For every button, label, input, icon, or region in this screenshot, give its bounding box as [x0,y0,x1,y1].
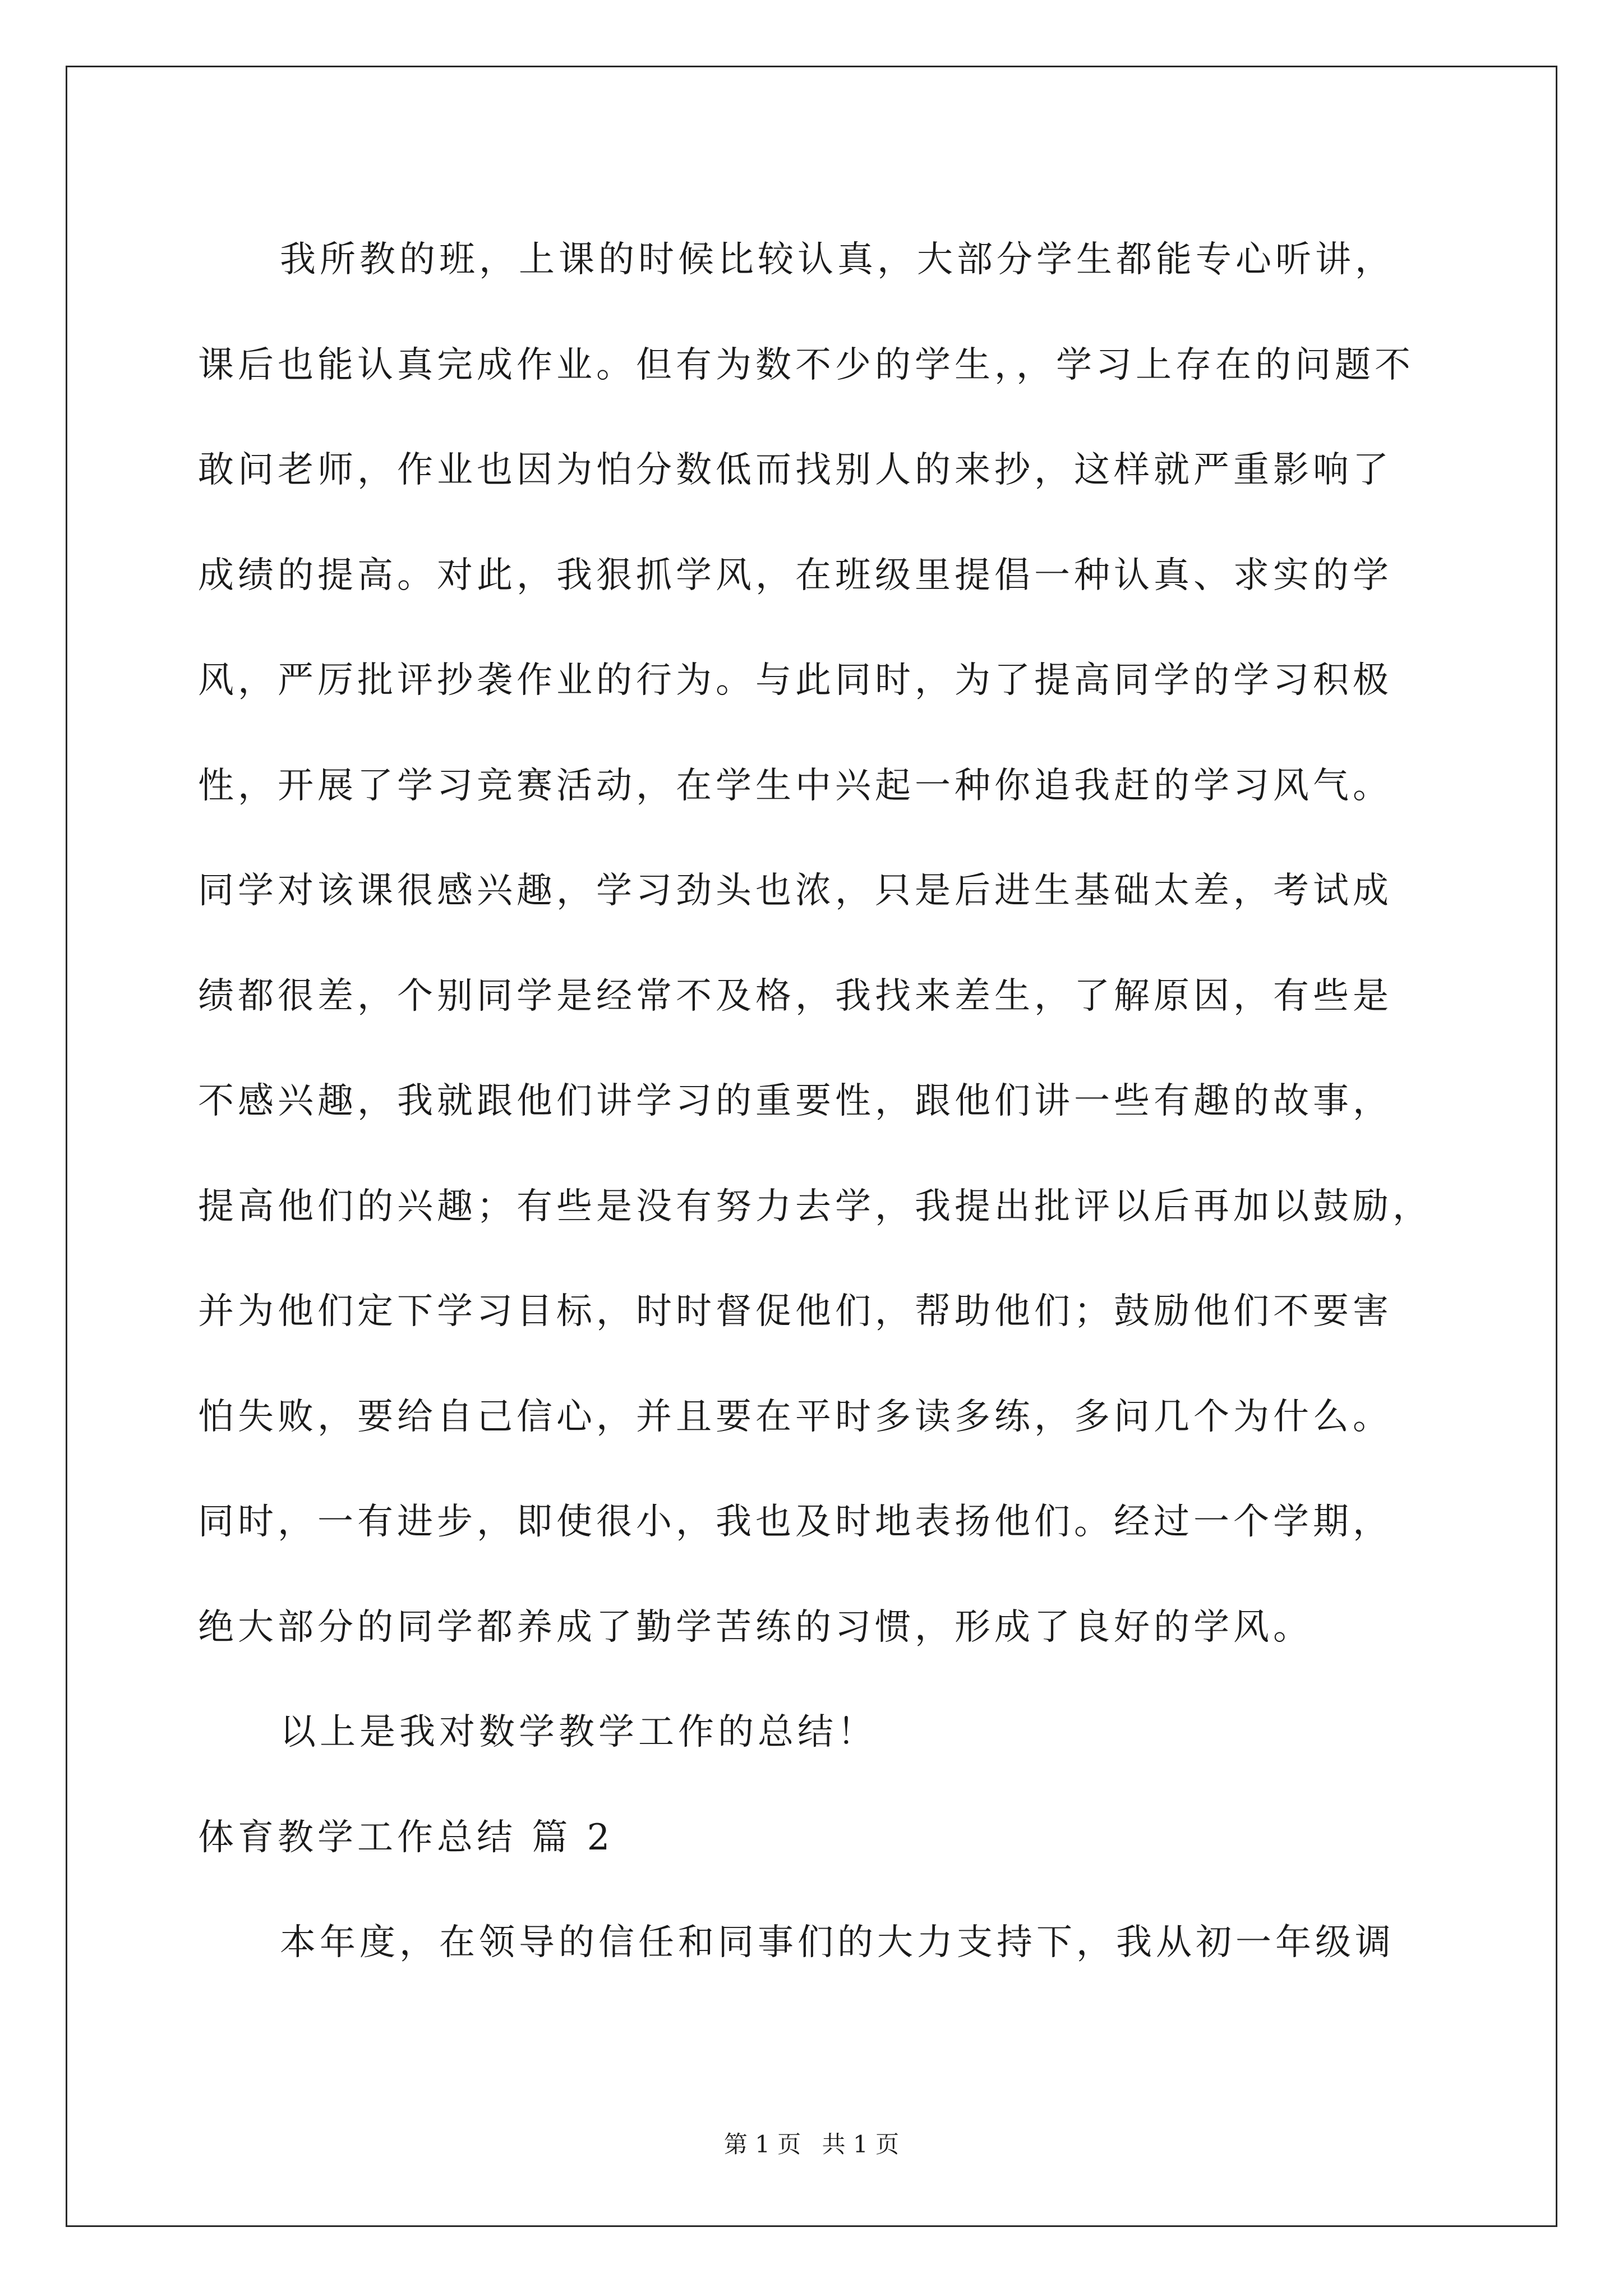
paragraph-line: 绝大部分的同学都养成了勤学苦练的习惯，形成了良好的学风。 [198,1606,1313,1648]
document-body [198,208,1443,1996]
paragraph-line: 提高他们的兴趣；有些是没有努力去学，我提出批评以后再加以鼓励， [198,1185,1432,1227]
paragraph-line: 本年度，在领导的信任和同事们的大力支持下，我从初一年级调 [280,1922,1395,1963]
paragraph-line: 怕失败，要给自己信心，并且要在平时多读多练，多问几个为什么。 [198,1396,1393,1438]
page-footer [0,2126,1623,2160]
paragraph-line: 并为他们定下学习目标，时时督促他们，帮助他们；鼓励他们不要害 [198,1291,1393,1332]
page-total: 共 1 页 [822,2131,900,2158]
paragraph-line: 绩都很差，个别同学是经常不及格，我找来差生，了解原因，有些是 [198,975,1393,1017]
paragraph-line: 性，开展了学习竞赛活动，在学生中兴起一种你追我赶的学习风气。 [198,765,1393,807]
paragraph-line: 我所教的班，上课的时候比较认真，大部分学生都能专心听讲， [280,239,1395,280]
paragraph-line: 不感兴趣，我就跟他们讲学习的重要性，跟他们讲一些有趣的故事， [198,1080,1393,1122]
page-number: 第 1 页 [723,2131,801,2158]
section-heading: 体育教学工作总结 篇 2 [198,1816,614,1858]
paragraph-line: 风，严厉批评抄袭作业的行为。与此同时，为了提高同学的学习积极 [198,660,1393,701]
paragraph-line: 敢问老师，作业也因为怕分数低而找别人的来抄，这样就严重影响了 [198,449,1393,491]
paragraph-line: 成绩的提高。对此，我狠抓学风，在班级里提倡一种认真、求实的学 [198,554,1393,596]
paragraph-line: 课后也能认真完成作业。但有为数不少的学生，，学习上存在的问题不 [198,344,1414,386]
paragraph-line: 同时，一有进步，即使很小，我也及时地表扬他们。经过一个学期， [198,1501,1393,1543]
paragraph-line: 同学对该课很感兴趣，学习劲头也浓，只是后进生基础太差，考试成 [198,870,1393,912]
conclusion-line: 以上是我对数学教学工作的总结！ [280,1711,877,1753]
